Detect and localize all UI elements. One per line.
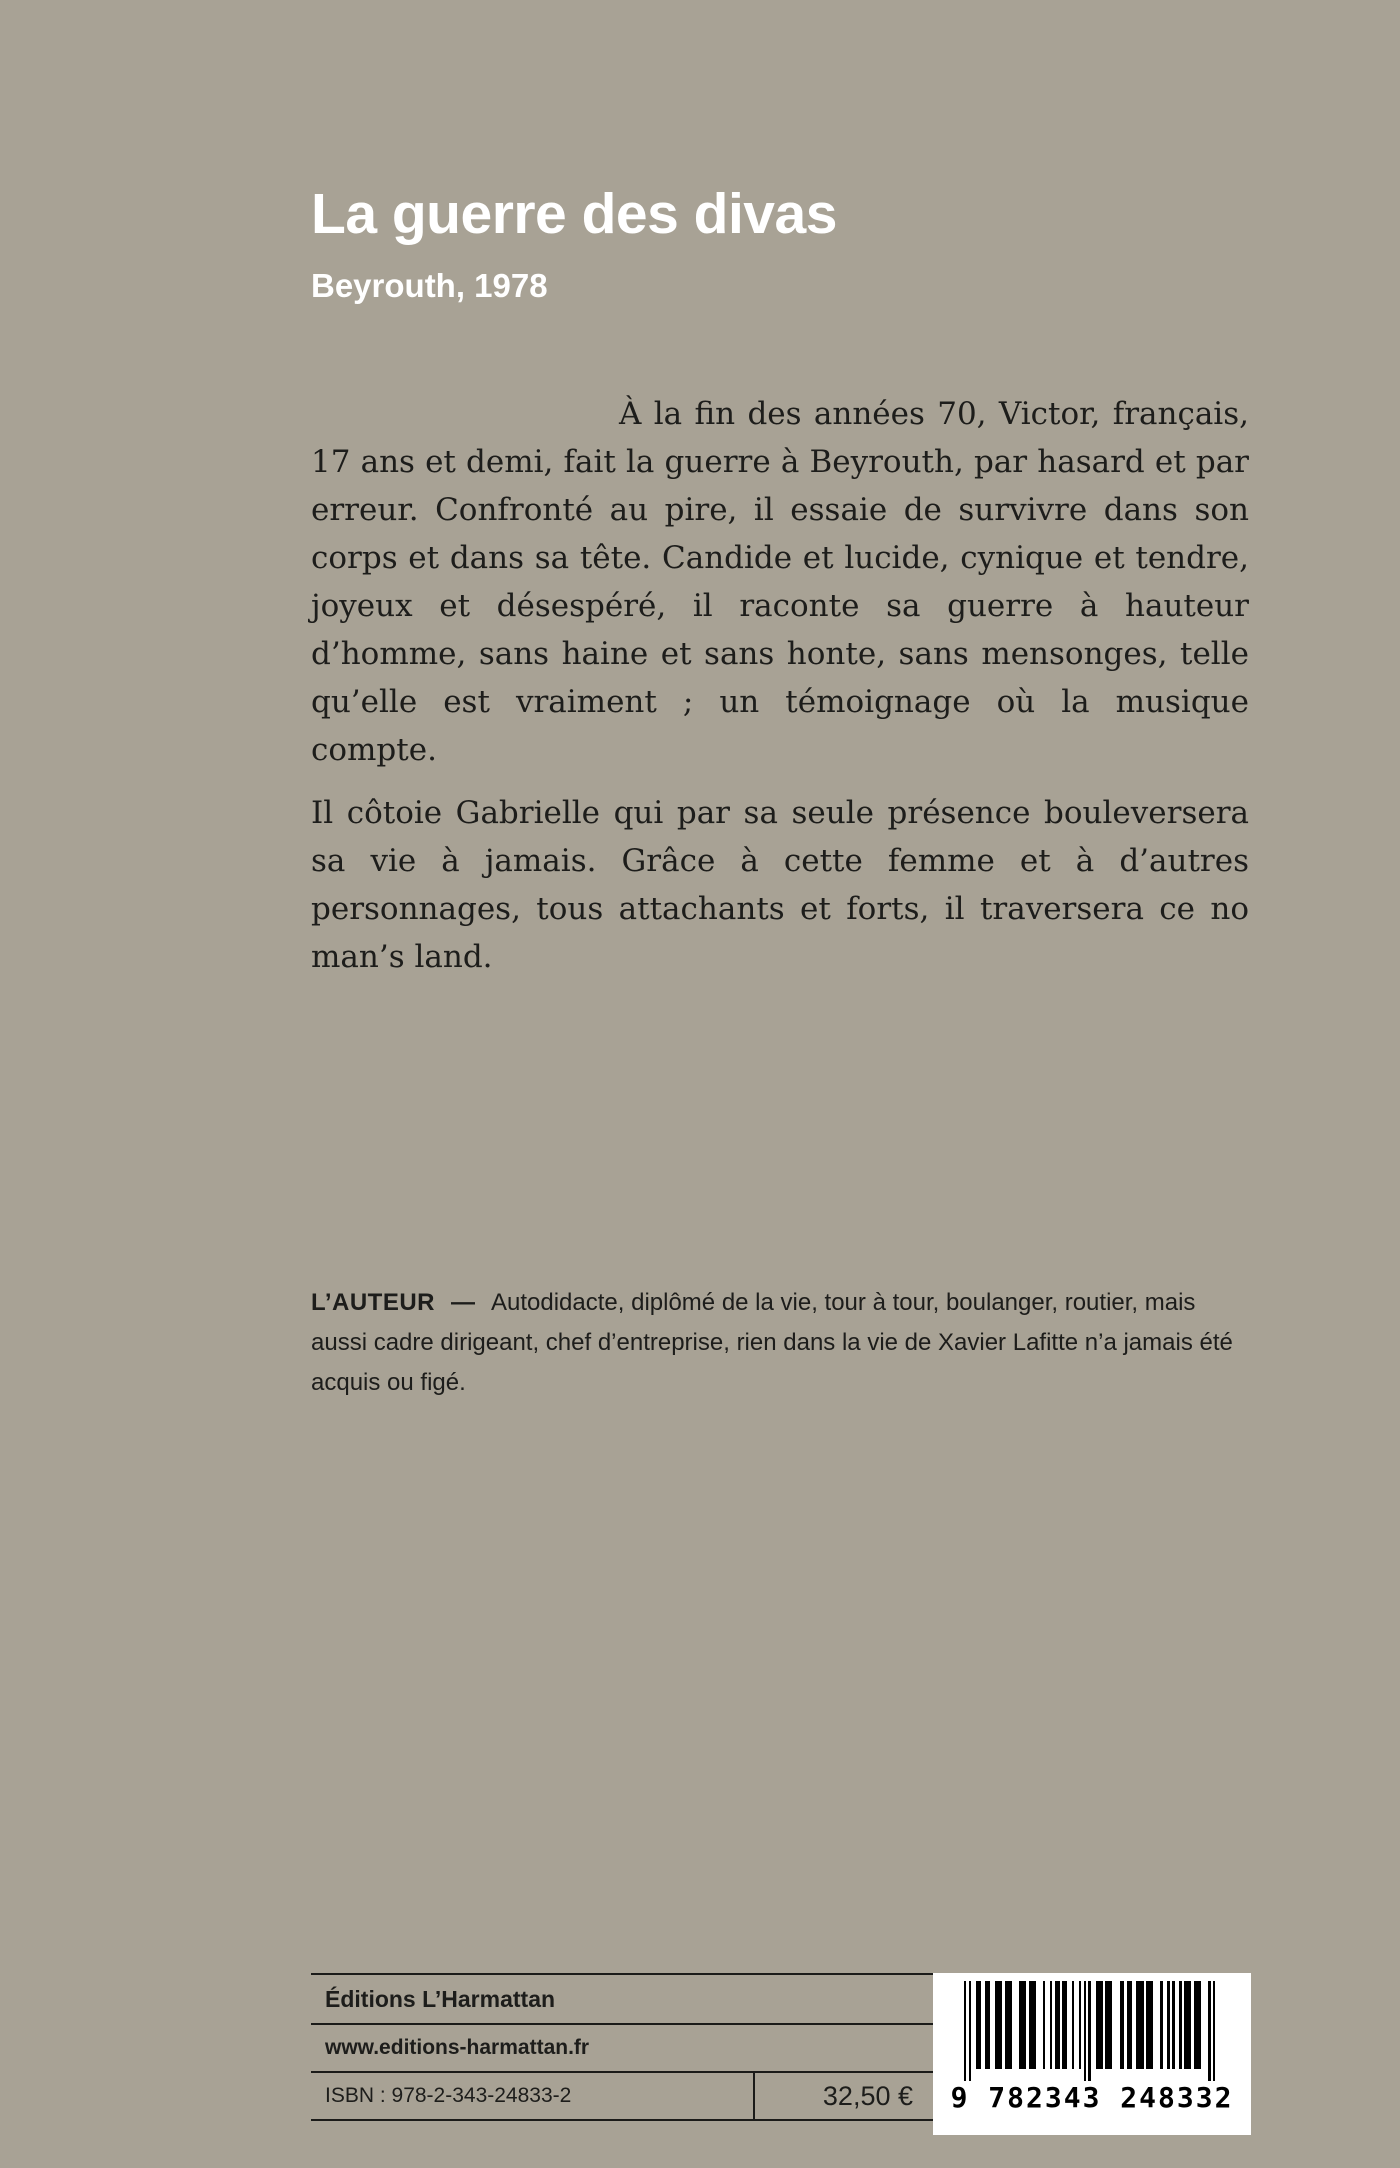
barcode-number: 9 782343 248332 [950, 2081, 1234, 2114]
synopsis-paragraph-2: Il côtoie Gabrielle qui par sa seule présence bouleversera sa vie à jamais. Grâce à cette femme et à d’autres personnages, tous attachants et forts, il traversera ce no man’s land. [311, 795, 1249, 975]
author-section [311, 1283, 1249, 1403]
title-block [311, 183, 1251, 304]
synopsis [311, 390, 1249, 981]
price-text: 32,50 € [822, 2080, 913, 2111]
book-subtitle: Beyrouth, 1978 [311, 266, 548, 304]
website-url: www.editions-harmattan.fr [325, 2036, 590, 2059]
publisher-name: Éditions L’Harmattan [325, 1985, 556, 2012]
barcode-bars [964, 1981, 1220, 2081]
barcode [933, 1973, 1251, 2135]
book-title: La guerre des divas [311, 182, 837, 246]
isbn-text: ISBN : 978-2-343-24833-2 [325, 2084, 572, 2107]
author-dash: — [451, 1289, 475, 1316]
author-label: L’AUTEUR [311, 1289, 435, 1316]
author-bio-text: Autodidacte, diplômé de la vie, tour à tour, boulanger, routier, mais aussi cadre dirigeant, chef d’entreprise, rien dans la vie de Xavier Lafitte n’a jamais été acquis ou figé. [311, 1289, 1233, 1396]
synopsis-paragraph-1: À la fin des années 70, Victor, français, 17 ans et demi, fait la guerre à Beyrouth, par hasard et par erreur. Confronté au pire, il essaie de survivre dans son corps et dans sa tête. Candide et lucide, cynique et tendre, joyeux et désespéré, il raconte sa guerre à hauteur d’homme, sans haine et sans honte, sans mensonges, telle qu’elle est vraiment ; un témoignage où la musique compte. [311, 396, 1249, 768]
imprint-block [311, 1973, 1251, 2121]
